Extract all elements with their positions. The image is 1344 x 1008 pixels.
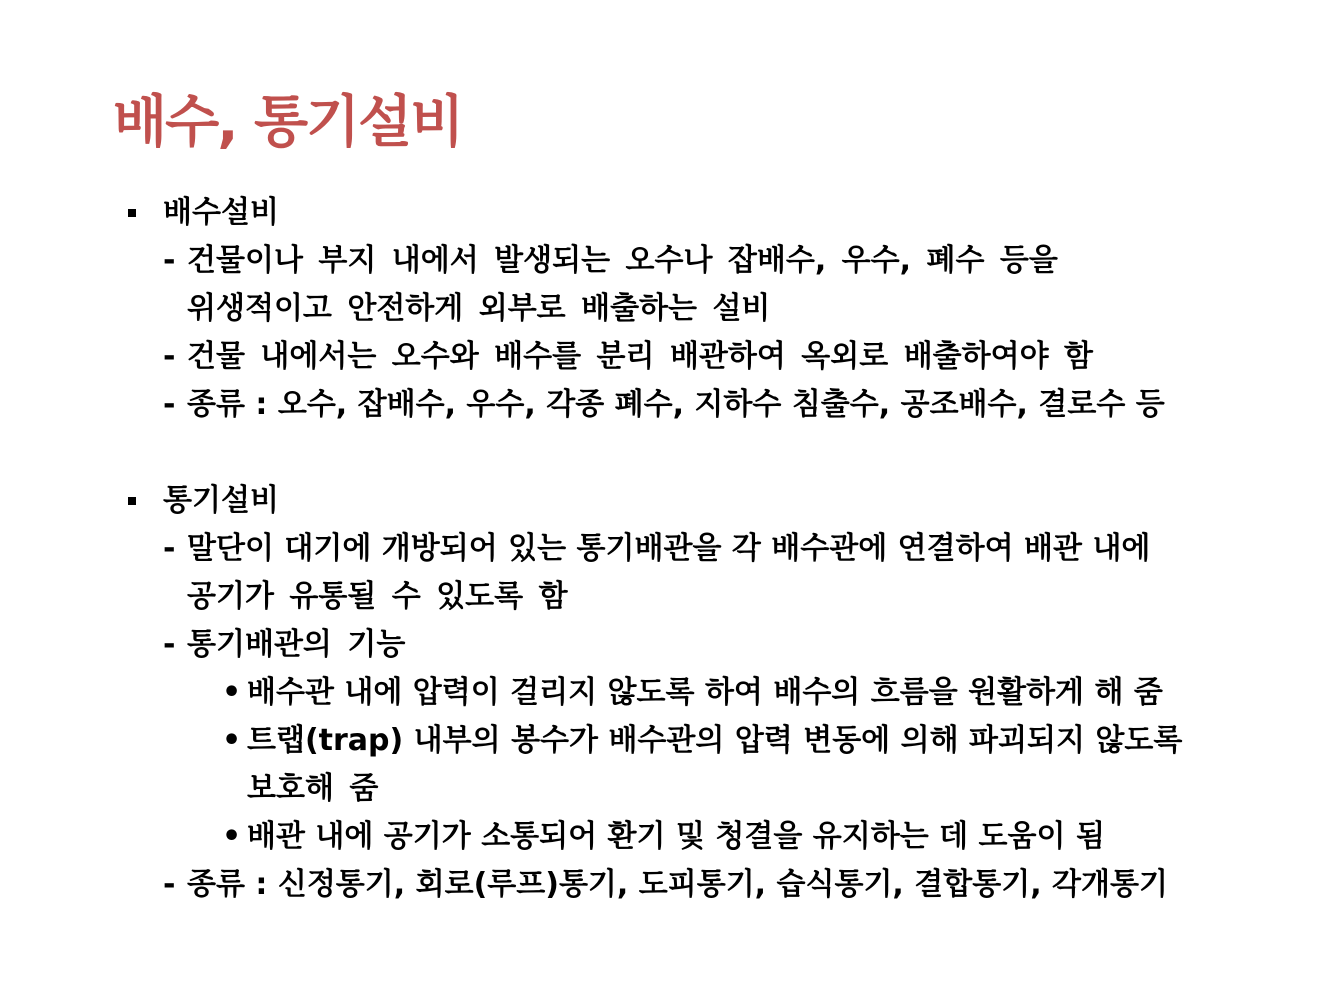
list-item-drainage-def	[163, 237, 1163, 285]
dot-marker: •	[222, 723, 242, 758]
dash-marker: -	[163, 387, 176, 422]
list-item-vent-functions	[163, 621, 563, 669]
list-item-text: 건물 내에서는 오수와 배수를 분리 배관하여 옥외로 배출하여야 함	[187, 339, 1094, 374]
list-item-text: 통기배관의 기능	[187, 627, 406, 662]
list-item-vent-def	[163, 525, 1303, 573]
dot-marker: •	[222, 675, 242, 710]
list-item-text: 종류 : 오수, 잡배수, 우수, 각종 폐수, 지하수 침출수, 공조배수, 결로수 등	[187, 387, 1165, 422]
bullet-square-icon	[128, 497, 136, 505]
list-item-text: 말단이 대기에 개방되어 있는 통기배관을 각 배수관에 연결하여 배관 내에	[187, 531, 1151, 566]
section-heading-vent: 통기설비	[163, 483, 279, 518]
sub-item-air	[222, 813, 1302, 861]
dot-marker: •	[222, 819, 242, 854]
sub-item-text: 배관 내에 공기가 소통되어 환기 및 청결을 유지하는 데 도움이 됨	[247, 819, 1105, 854]
slide-title: 배수, 통기설비	[113, 90, 463, 155]
list-item-drainage-types	[163, 381, 1313, 429]
list-item-continuation: 공기가 유통될 수 있도록 함	[187, 579, 568, 614]
list-item-vent-types	[163, 861, 1303, 909]
sub-item-continuation: 보호해 줌	[247, 771, 379, 806]
list-item-text: 건물이나 부지 내에서 발생되는 오수나 잡배수, 우수, 폐수 등을	[187, 243, 1058, 278]
sub-item-text: 배수관 내에 압력이 걸리지 않도록 하여 배수의 흐름을 원활하게 해 줌	[247, 675, 1163, 710]
sub-item-trap	[222, 717, 1302, 765]
list-item-continuation: 위생적이고 안전하게 외부로 배출하는 설비	[187, 291, 771, 326]
dash-marker: -	[163, 531, 176, 566]
list-item-text: 종류 : 신정통기, 회로(루프)통기, 도피통기, 습식통기, 결합통기, 각개통기	[187, 867, 1168, 902]
section-heading-drainage: 배수설비	[163, 195, 279, 230]
dash-marker: -	[163, 627, 176, 662]
bullet-square-icon	[128, 209, 136, 217]
list-item-drainage-separation	[163, 333, 1203, 381]
sub-item-pressure	[222, 669, 1302, 717]
dash-marker: -	[163, 867, 176, 902]
dash-marker: -	[163, 243, 176, 278]
dash-marker: -	[163, 339, 176, 374]
sub-item-text: 트랩(trap) 내부의 봉수가 배수관의 압력 변동에 의해 파괴되지 않도록	[247, 723, 1183, 758]
